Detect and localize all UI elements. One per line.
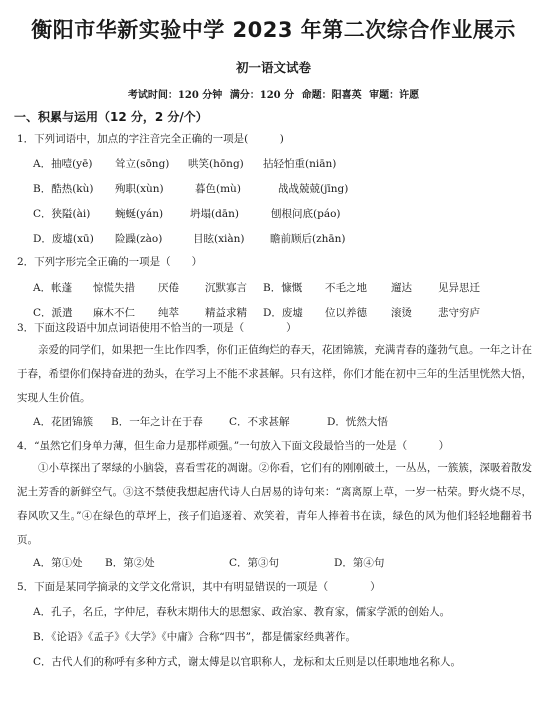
q3-option: D．恍然大悟 <box>327 416 388 428</box>
q1-option-cell: 耸立(sōng) <box>115 158 170 170</box>
q1-option-cell: 瞻前顾后(zhān) <box>270 233 346 245</box>
question-1-stem: 1．下列词语中，加点的字注音完全正确的一项是( ) <box>17 133 284 145</box>
q2-word: 精益求精 <box>205 307 247 319</box>
q1-option-cell: 险躁(zào) <box>115 233 163 245</box>
q2-word: B．慷慨 <box>263 282 303 294</box>
q1-option-cell: 目眩(xiàn) <box>193 233 245 245</box>
question-2-stem: 2．下列字形完全正确的一项是（ ） <box>17 256 203 268</box>
q1-option-cell: 蜿蜒(yán) <box>115 208 164 220</box>
question-4-passage <box>17 456 532 552</box>
q2-word: 纯萃 <box>158 307 179 319</box>
q4-option: A．第①处 <box>33 557 83 569</box>
exam-author: 命题：阳喜英 <box>301 90 362 101</box>
q1-option-cell: 拈轻怕重(niān) <box>263 158 337 170</box>
q2-word: 厌倦 <box>158 282 179 294</box>
exam-time: 考试时间：120 分钟 <box>127 90 223 101</box>
q3-option: A．花团锦簇 <box>33 416 94 428</box>
q1-option-cell: 哄笑(hōng) <box>188 158 244 170</box>
q1-option-cell: 殉职(xùn) <box>115 183 164 195</box>
q2-word: 不毛之地 <box>325 282 367 294</box>
q4-option: C．第③句 <box>229 557 280 569</box>
exam-reviewer: 审题：许愿 <box>369 90 420 101</box>
q1-option-cell: 刨根问底(páo) <box>271 208 341 220</box>
q3-passage-text: 亲爱的同学们，如果把一生比作四季，你们正值绚烂的春天，花团锦簇，充满青春的蓬勃气息。一年之计在于春，希望你们保持奋进的劲头，在学习上不能不求甚解。只有这样，你们才能在初中三年的生活里恍然大悟，实现人生价值。 <box>17 344 532 404</box>
q5-option-a: A．孔子，名丘，字仲尼，春秋末期伟大的思想家、政治家、教育家，儒家学派的创始人。 <box>33 606 451 618</box>
q2-word: 遛达 <box>391 282 412 294</box>
section-title: 一、积累与运用（12 分，2 分/个） <box>14 110 208 124</box>
q2-word: 悲守穷庐 <box>438 307 480 319</box>
full-score: 满分：120 分 <box>229 90 295 101</box>
q1-option-cell: D．废墟(xū) <box>33 233 94 245</box>
q4-passage-text: ①小草探出了翠绿的小脑袋，喜看雪花的凋谢。②你看，它们有的刚刚破土，一丛丛，一簇簇，深吸着散发泥土芳香的新鲜空气。③这不禁使我想起唐代诗人白居易的诗句来：“离离原上草，一岁一枯荣。野火烧不尽，春风吹又生。”④在绿色的草坪上，孩子们追逐着、欢笑着，青年人捧着书在读，绿色的风为他们轻轻地翻着书页。 <box>17 462 532 546</box>
q1-option-cell: 坍塌(dān) <box>190 208 239 220</box>
exam-title: 衡阳市华新实验中学 2023 年第二次综合作业展示 <box>31 18 516 42</box>
q1-option-cell: 战战兢兢(jīng) <box>278 183 349 195</box>
q2-word: 沉默寡言 <box>205 282 247 294</box>
question-5-stem: 5．下面是某同学摘录的文学文化常识，其中有明显错误的一项是（ ） <box>17 581 381 593</box>
q3-option: B．一年之计在于春 <box>111 416 203 428</box>
question-3-stem: 3．下面这段语中加点词语使用不恰当的一项是（ ） <box>17 322 297 334</box>
exam-info <box>0 86 547 101</box>
q2-word: 滚烫 <box>391 307 412 319</box>
q1-option-cell: C．狭隘(ài) <box>33 208 91 220</box>
q4-option: B．第②处 <box>105 557 155 569</box>
q2-word: C．派遣 <box>33 307 73 319</box>
q2-word: 惊慌失措 <box>93 282 135 294</box>
q1-option-cell: 暮色(mù) <box>195 183 241 195</box>
exam-subtitle: 初一语文试卷 <box>235 60 311 75</box>
q2-word: D．废墟 <box>263 307 303 319</box>
q2-word: A．帐蓬 <box>33 282 73 294</box>
q5-option-c: C．古代人们的称呼有多种方式，谢太傅是以官职称人，龙标和太丘则是以任职地地名称人。 <box>33 656 462 668</box>
q3-option: C．不求甚解 <box>229 416 290 428</box>
question-4-stem: 4．“虽然它们身单力薄，但生命力是那样顽强。”一句放入下面文段最恰当的一处是（ ） <box>17 440 450 452</box>
q1-option-cell: B．酷热(kù) <box>33 183 94 195</box>
q5-option-b: B．《论语》《孟子》《大学》《中庸》合称“四书”，都是儒家经典著作。 <box>33 631 356 643</box>
q4-option: D．第④句 <box>334 557 385 569</box>
question-3-passage <box>17 338 532 410</box>
q2-word: 麻木不仁 <box>93 307 135 319</box>
q1-option-cell: A．抽噎(yē) <box>33 158 93 170</box>
q2-word: 位以养德 <box>325 307 367 319</box>
q2-word: 见异思迁 <box>438 282 480 294</box>
